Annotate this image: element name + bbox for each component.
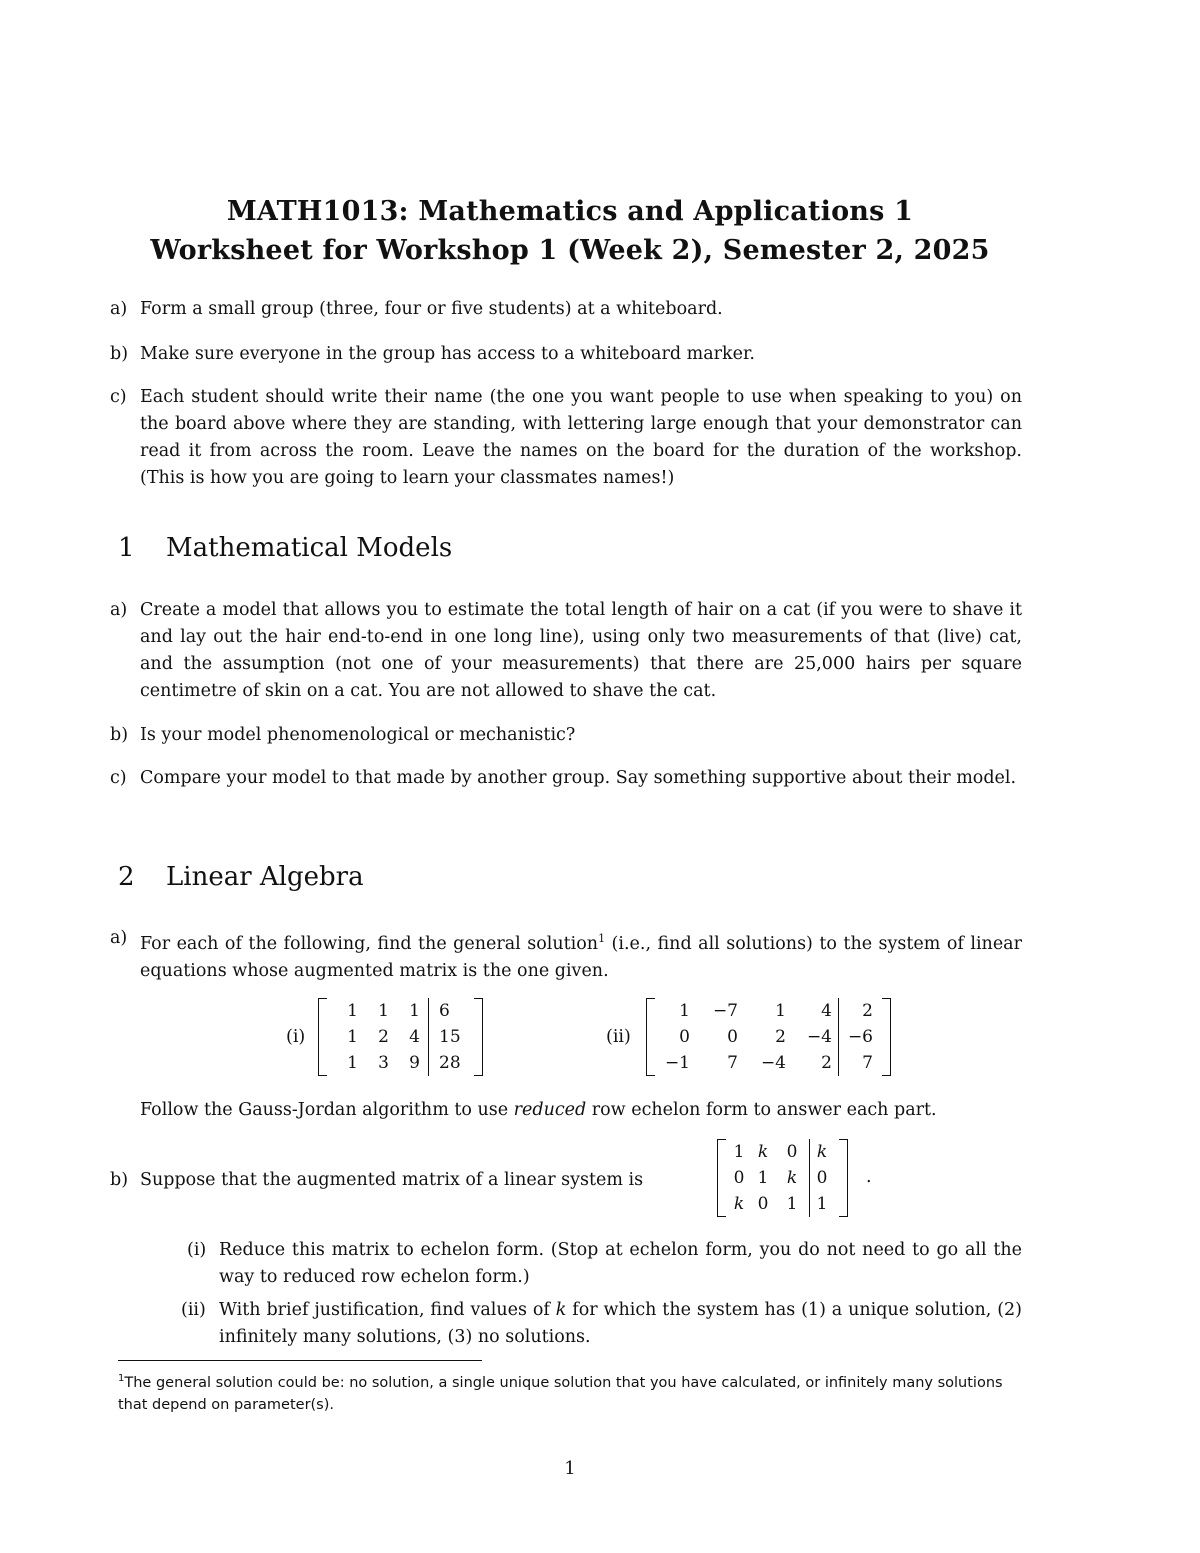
matrix-cell: 0 [727, 1027, 738, 1047]
matrix-cell: 1 [347, 1001, 358, 1021]
gauss-jordan-instruction [140, 1097, 1022, 1124]
matrix-cell: 0 [733, 1168, 745, 1188]
matrix-cell: 0 [757, 1194, 769, 1214]
section-1-number: 1 [118, 533, 135, 563]
sub-item-i-text: Reduce this matrix to echelon form. (Stop at echelon form, you do not need to go all the way to reduced row echelon form.) [219, 1240, 1022, 1287]
matrix-cell: −1 [664, 1053, 690, 1073]
matrix-cell: k [786, 1168, 798, 1188]
matrix-cell: 9 [409, 1053, 420, 1073]
matrix-ii-right-bracket [882, 998, 891, 1076]
matrix-cell: 1 [786, 1194, 798, 1214]
gauss-jordan-text-cont: row echelon form to answer each part. [586, 1100, 937, 1120]
matrix-cell: 0 [810, 1165, 835, 1191]
intro-item-b-label: b) [110, 344, 129, 364]
sub-item-ii-variable: k [555, 1300, 567, 1320]
matrix-cell: k [810, 1139, 835, 1165]
footnote-marker: 1 [598, 932, 606, 945]
intro-item-c-label: c) [110, 387, 127, 407]
sub-item-ii-text-cont: for which the system has (1) a unique solution, (2) infinitely many solutions, (3) no solutions. [219, 1300, 1022, 1347]
matrix-cell: 7 [839, 1050, 878, 1076]
matrix-cell: 3 [378, 1053, 389, 1073]
footnote-rule [118, 1360, 482, 1361]
matrix-cell: 4 [409, 1027, 420, 1047]
matrix-cell: 1 [775, 1001, 786, 1021]
matrix-cell: 7 [727, 1053, 738, 1073]
footnote-text: The general solution could be: no solution, a single unique solution that you have calculated, or infinitely many solutions that depend on parameter(s). [118, 1374, 1003, 1413]
matrix-cell: k [757, 1142, 769, 1162]
section-2-item-a-text: For each of the following, find the general solution [140, 933, 599, 954]
section-2-heading [118, 862, 618, 896]
matrix-b [717, 1139, 848, 1217]
matrix-ii [646, 998, 891, 1076]
section-1-item-c-text: Compare your model to that made by another group. Say something supportive about their model. [140, 768, 1017, 788]
footnote [118, 1368, 1023, 1416]
sub-item-i-label: (i) [187, 1240, 207, 1260]
matrix-cell: −7 [712, 1001, 738, 1021]
gauss-jordan-emphasis: reduced [513, 1100, 587, 1120]
section-2-title: Linear Algebra [166, 862, 364, 892]
matrix-cell: 1 [733, 1142, 745, 1162]
section-1-item-c-label: c) [110, 768, 127, 788]
intro-item-a-label: a) [110, 299, 128, 319]
matrix-cell: 2 [839, 998, 878, 1024]
matrix-cell: 15 [429, 1024, 470, 1050]
matrix-cell: 1 [347, 1027, 358, 1047]
matrix-i-table [332, 998, 469, 1076]
matrix-cell: 4 [821, 1001, 832, 1021]
matrix-ii-left-bracket [646, 998, 655, 1076]
worksheet-title-line1: MATH1013: Mathematics and Applications 1 [226, 196, 914, 227]
section-1-item-b-text: Is your model phenomenological or mechanistic? [140, 725, 576, 745]
sub-item-i [187, 1237, 1022, 1291]
matrix-ii-label: (ii) [606, 1027, 631, 1047]
section-1-item-a [110, 597, 1022, 705]
matrix-b-left-bracket [717, 1139, 726, 1217]
sub-item-ii [181, 1297, 1022, 1351]
matrix-cell: 1 [757, 1168, 769, 1188]
matrix-cell: 28 [429, 1050, 470, 1076]
matrix-cell: k [733, 1194, 745, 1214]
section-1-item-b-label: b) [110, 725, 129, 745]
worksheet-title-line2: Worksheet for Workshop 1 (Week 2), Semester 2, 2025 [150, 235, 990, 266]
section-2-number: 2 [118, 862, 135, 892]
matrix-cell: 1 [810, 1191, 835, 1217]
sub-item-ii-text: With brief justification, find values of [219, 1300, 556, 1320]
matrix-i-label: (i) [286, 1027, 306, 1047]
gauss-jordan-text: Follow the Gauss-Jordan algorithm to use [140, 1100, 514, 1120]
matrix-i [318, 998, 483, 1076]
matrix-b-period: . [866, 1167, 872, 1187]
matrix-cell: −6 [839, 1024, 878, 1050]
section-1-item-a-label: a) [110, 600, 128, 620]
section-1-title: Mathematical Models [166, 533, 453, 563]
matrix-cell: 2 [821, 1053, 832, 1073]
page-number: 1 [564, 1458, 576, 1479]
section-2-item-a-text-cont: (i.e., find all solutions) to the system of linear equations whose augmented matrix is the one given. [140, 933, 1022, 981]
intro-item-a-text: Form a small group (three, four or five students) at a whiteboard. [140, 299, 723, 319]
intro-item-a [110, 296, 1022, 323]
matrix-cell: 1 [409, 1001, 420, 1021]
intro-item-b [110, 341, 1022, 368]
matrix-cell: 2 [775, 1027, 786, 1047]
intro-item-b-text: Make sure everyone in the group has access to a whiteboard marker. [140, 344, 755, 364]
section-1-item-a-text: Create a model that allows you to estimate the total length of hair on a cat (if you were to shave it and lay out the hair end-to-end in one long line), using only two measurements of that (live) cat, and the assumption (not one of your measurements) that there are 25,000 hairs per square centimetre of skin on a cat. You are not allowed to shave the cat. [140, 600, 1022, 701]
matrix-cell: 0 [679, 1027, 690, 1047]
matrix-cell: 2 [378, 1027, 389, 1047]
matrix-cell: 1 [347, 1053, 358, 1073]
section-1-item-b [110, 722, 1022, 749]
intro-item-c-text: Each student should write their name (the one you want people to use when speaking to you) on the board above where they are standing, with lettering large enough that your demonstrator can read it from across the room. Leave the names on the board for the duration of the workshop. (This is how you are going to learn your classmates names!) [140, 387, 1022, 488]
section-2-item-b [110, 1167, 700, 1194]
section-2-item-b-label: b) [110, 1170, 129, 1190]
section-1-item-c [110, 765, 1022, 792]
matrix-b-table [731, 1139, 834, 1217]
matrix-ii-table [660, 998, 877, 1076]
matrix-cell: 0 [786, 1142, 798, 1162]
matrix-cell: −4 [760, 1053, 786, 1073]
matrix-cell: −4 [806, 1027, 832, 1047]
intro-item-c [110, 384, 1022, 492]
matrix-i-left-bracket [318, 998, 327, 1076]
matrix-cell: 1 [378, 1001, 389, 1021]
section-1-heading [118, 533, 618, 567]
matrix-i-right-bracket [474, 998, 483, 1076]
section-2-item-a-label: a) [110, 928, 128, 948]
section-2-item-b-text: Suppose that the augmented matrix of a linear system is [140, 1170, 644, 1190]
matrix-cell: 1 [679, 1001, 690, 1021]
footnote-mark: 1 [118, 1373, 125, 1384]
matrix-cell: 6 [429, 998, 470, 1024]
section-2-item-a [110, 925, 1022, 985]
matrix-b-right-bracket [839, 1139, 848, 1217]
sub-item-ii-label: (ii) [181, 1300, 206, 1320]
